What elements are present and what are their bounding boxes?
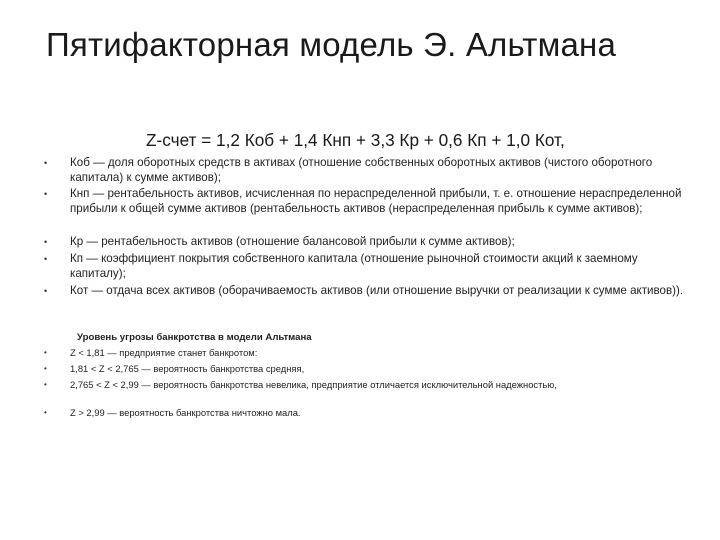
bullet-icon: • (44, 364, 47, 373)
bullet-icon: • (44, 158, 48, 168)
risk-level-text: Z > 2,99 — вероятность банкротства ничтожно мала. (70, 407, 301, 418)
definition-item-kp (44, 252, 690, 281)
bullet-icon: • (44, 286, 48, 296)
slide-title: Пятифакторная модель Э. Альтмана (46, 26, 617, 63)
risk-level-item (44, 407, 630, 419)
definition-item-kot (44, 284, 690, 299)
bullet-icon: • (44, 254, 48, 264)
risk-heading: Уровень угрозы банкротства в модели Альтмана (77, 332, 312, 343)
risk-level-text: 1,81 < Z < 2,765 — вероятность банкротства средняя, (70, 363, 305, 374)
definition-text: Кнп — рентабельность активов, исчисленная по нераспределенной прибыли, т. е. отношение нераспределенной прибыли к общей сумме активов (рентабельность активов (нераспределенная прибыль к сумме активов); (70, 187, 682, 215)
definition-text: Коб — доля оборотных средств в активах (отношение собственных оборотных активов (чистого оборотного капитала) к сумме активов); (70, 156, 653, 184)
altman-formula: Z-счет = 1,2 Коб + 1,4 Кнп + 3,3 Кр + 0,6 Кп + 1,0 Кот, (146, 130, 565, 150)
bullet-icon: • (44, 237, 48, 247)
definition-text: Кр — рентабельность активов (отношение балансовой прибыли к сумме активов); (70, 235, 515, 248)
risk-level-item (44, 363, 630, 375)
risk-level-text: 2,765 < Z < 2,99 — вероятность банкротства невелика, предприятие отличается исключительной надежностью, (70, 379, 557, 390)
definition-text: Кот — отдача всех активов (оборачиваемость активов (или отношение выручки от реализации к сумме активов)). (70, 284, 684, 297)
risk-level-text: Z < 1,81 — предприятие станет банкротом: (70, 347, 258, 358)
bullet-icon: • (44, 189, 48, 199)
bullet-icon: • (44, 348, 47, 357)
definition-text: Кп — коэффициент покрытия собственного капитала (отношение рыночной стоимости акций к заемному капиталу); (70, 252, 638, 280)
definition-item-kob (44, 156, 690, 185)
risk-level-item (44, 379, 630, 391)
risk-level-item (44, 347, 630, 359)
definition-item-kr (44, 235, 690, 250)
bullet-icon: • (44, 380, 47, 389)
definition-item-knp (44, 187, 690, 216)
bullet-icon: • (44, 408, 47, 417)
